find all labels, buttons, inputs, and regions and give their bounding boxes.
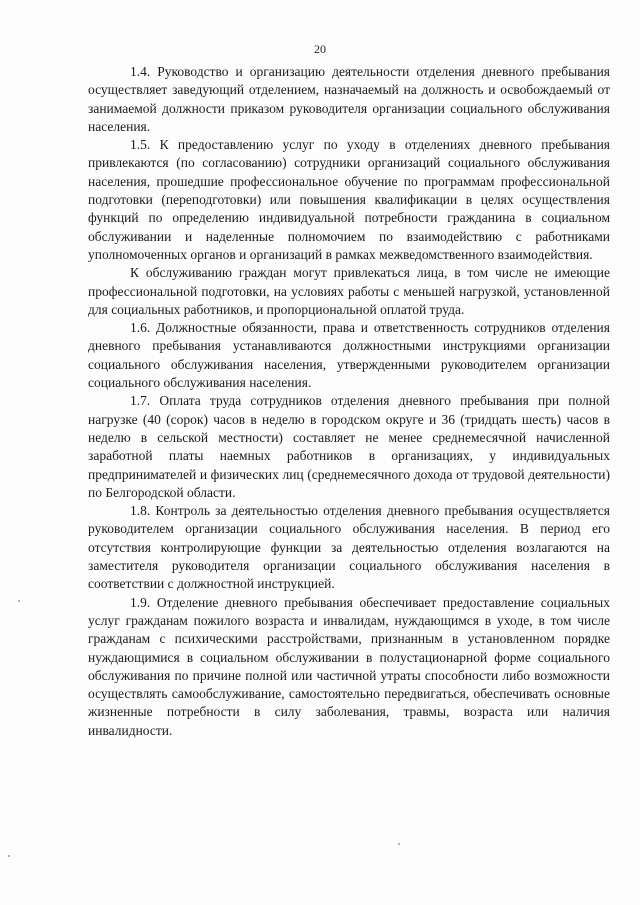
scan-speck bbox=[8, 855, 10, 857]
paragraph-1-9: 1.9. Отделение дневного пребывания обеспечивает предоставление социальных услуг гражданам пожилого возраста и инвалидам, нуждающимся в уходе, в том числе гражданам с психическими расстройствами, признанным в установленном порядке нуждающимися в социальном обслуживании в полустационарной форме социального обслуживания по причине полной или частичной утраты способности либо возможности осуществлять самообслуживание, самостоятельно передвигаться, обеспечивать основные жизненные потребности в силу заболевания, травмы, возраста или наличия инвалидности. bbox=[88, 594, 610, 738]
scan-speck bbox=[398, 843, 400, 845]
paragraph-1-5-continued: К обслуживанию граждан могут привлекаться лица, в том числе не имеющие профессиональной подготовки, на условиях работы с меньшей нагрузкой, установленной для социальных работников, и пропорциональной оплатой труда. bbox=[88, 265, 610, 317]
paragraph-1-8: 1.8. Контроль за деятельностью отделения дневного пребывания осуществляется руководителем организации социального обслуживания населения. В период его отсутствия контролирующие функции за деятельностью отделения возлагаются на заместителя руководителя организации социального обслуживания населения в соответствии с должностной инструкцией. bbox=[88, 503, 610, 592]
paragraph-1-7: 1.7. Оплата труда сотрудников отделения дневного пребывания при полной нагрузке (40 (сорок) часов в неделю в городском округе и 36 (тридцать шесть) часов в неделю в сельской местности) составляет не менее среднемесячной начисленной заработной платы наемных работников в организациях, у индивидуальных предпринимателей и физических лиц (среднемесячного дохода от трудовой деятельности) по Белгородской области. bbox=[88, 393, 610, 500]
document-body bbox=[88, 63, 610, 740]
paragraph-1-4: 1.4. Руководство и организацию деятельности отделения дневного пребывания осуществляет заведующий отделением, назначаемый на должность и освобождаемый от занимаемой должности приказом руководителя организации социального обслуживания населения. bbox=[88, 64, 610, 134]
paragraph-1-6: 1.6. Должностные обязанности, права и ответственность сотрудников отделения дневного пребывания устанавливаются должностными инструкциями организации социального обслуживания населения, утвержденными руководителем организации социального обслуживания населения. bbox=[88, 320, 610, 391]
page-number: 20 bbox=[314, 42, 326, 56]
paragraph-1-5: 1.5. К предоставлению услуг по уходу в отделениях дневного пребывания привлекаются (по согласованию) сотрудники организаций социального обслуживания населения, прошедшие профессиональное обучение по программам профессиональной подготовки (переподготовки) или повышения квалификации в целях осуществления функций по определению индивидуальной потребности гражданина в социальном обслуживании и наделенные полномочием по взаимодействию с работниками уполномоченных органов и организаций в рамках межведомственного взаимодействия. bbox=[88, 137, 610, 262]
scan-speck bbox=[18, 600, 20, 602]
